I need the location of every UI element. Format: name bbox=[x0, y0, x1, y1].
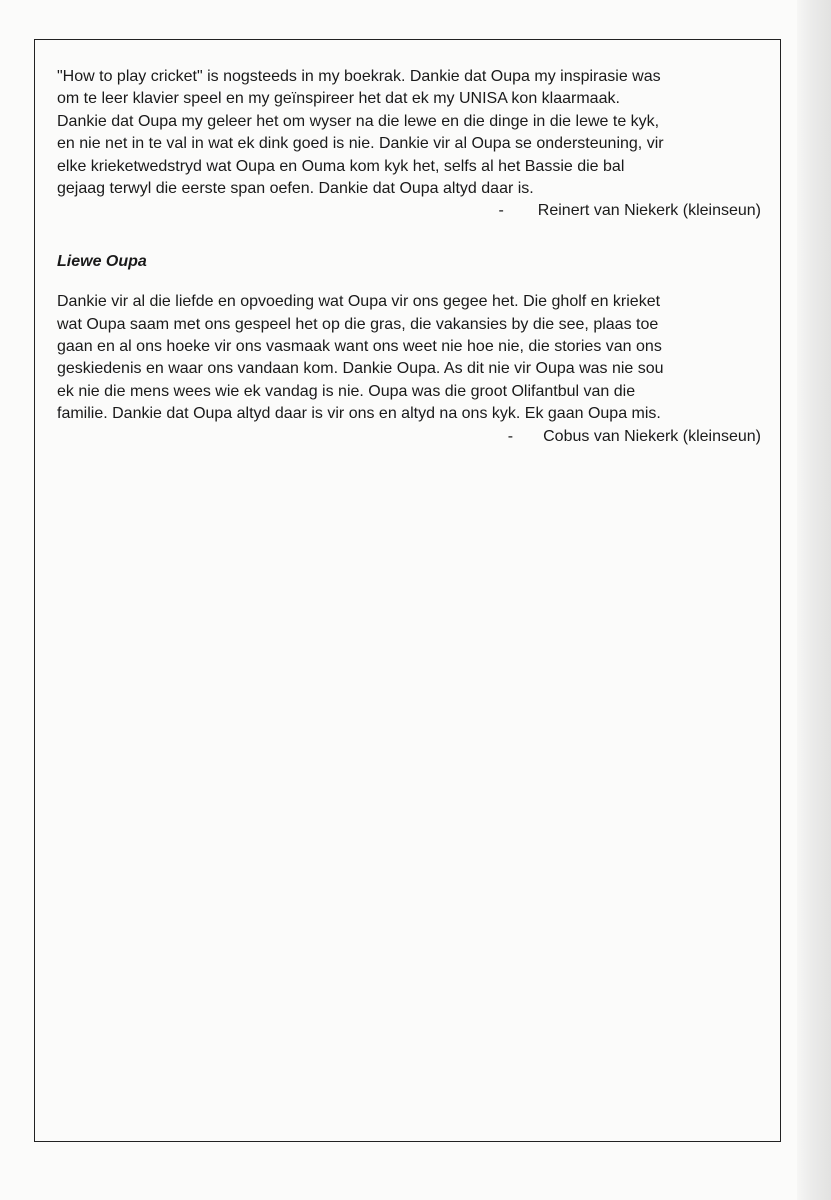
signature-cobus: Cobus van Niekerk (kleinseun) bbox=[543, 427, 761, 445]
signature-line-reinert bbox=[57, 200, 761, 222]
signature-dash: - bbox=[498, 202, 504, 220]
tribute-paragraph-reinert: "How to play cricket" is nogsteeds in my boekrak. Dankie dat Oupa my inspirasie was om te leer klavier speel en my geïnspireer het dat ek my UNISA kon klaarmaak. Dankie dat Oupa my geleer het om wyser na die lewe en die dinge in die lewe te kyk, en nie net in te val in wat ek dink goed is nie. Dankie vir al Oupa se ondersteuning, vir elke krieketwedstryd wat Oupa en Ouma kom kyk het, selfs al het Bassie die bal gejaag terwyl die eerste span oefen. Dankie dat Oupa altyd daar is. bbox=[57, 68, 664, 198]
signature-reinert: Reinert van Niekerk (kleinseun) bbox=[537, 202, 761, 220]
page-edge-shadow bbox=[797, 0, 831, 1200]
signature-dash: - bbox=[507, 427, 514, 445]
tribute-paragraph-cobus: Dankie vir al die liefde en opvoeding wat Oupa vir ons gegee het. Die gholf en krieket wat Oupa saam met ons gespeel het op die gras, die vakansies by die see, plaas toe gaan en al ons hoeke vir ons vasmaak want ons weet nie hoe nie, die stories van ons geskiedenis en waar ons vandaan kom. Dankie Oupa. As dit nie vir Oupa was nie sou ek nie die mens wees wie ek vandag is nie. Oupa was die groot Olifantbul van die familie. Dankie dat Oupa altyd daar is vir ons en altyd na ons kyk. Ek gaan Oupa mis. bbox=[57, 293, 664, 423]
section-heading-liewe-oupa: Liewe Oupa bbox=[57, 252, 147, 270]
signature-line-cobus bbox=[57, 426, 761, 448]
letter-content bbox=[57, 66, 761, 448]
